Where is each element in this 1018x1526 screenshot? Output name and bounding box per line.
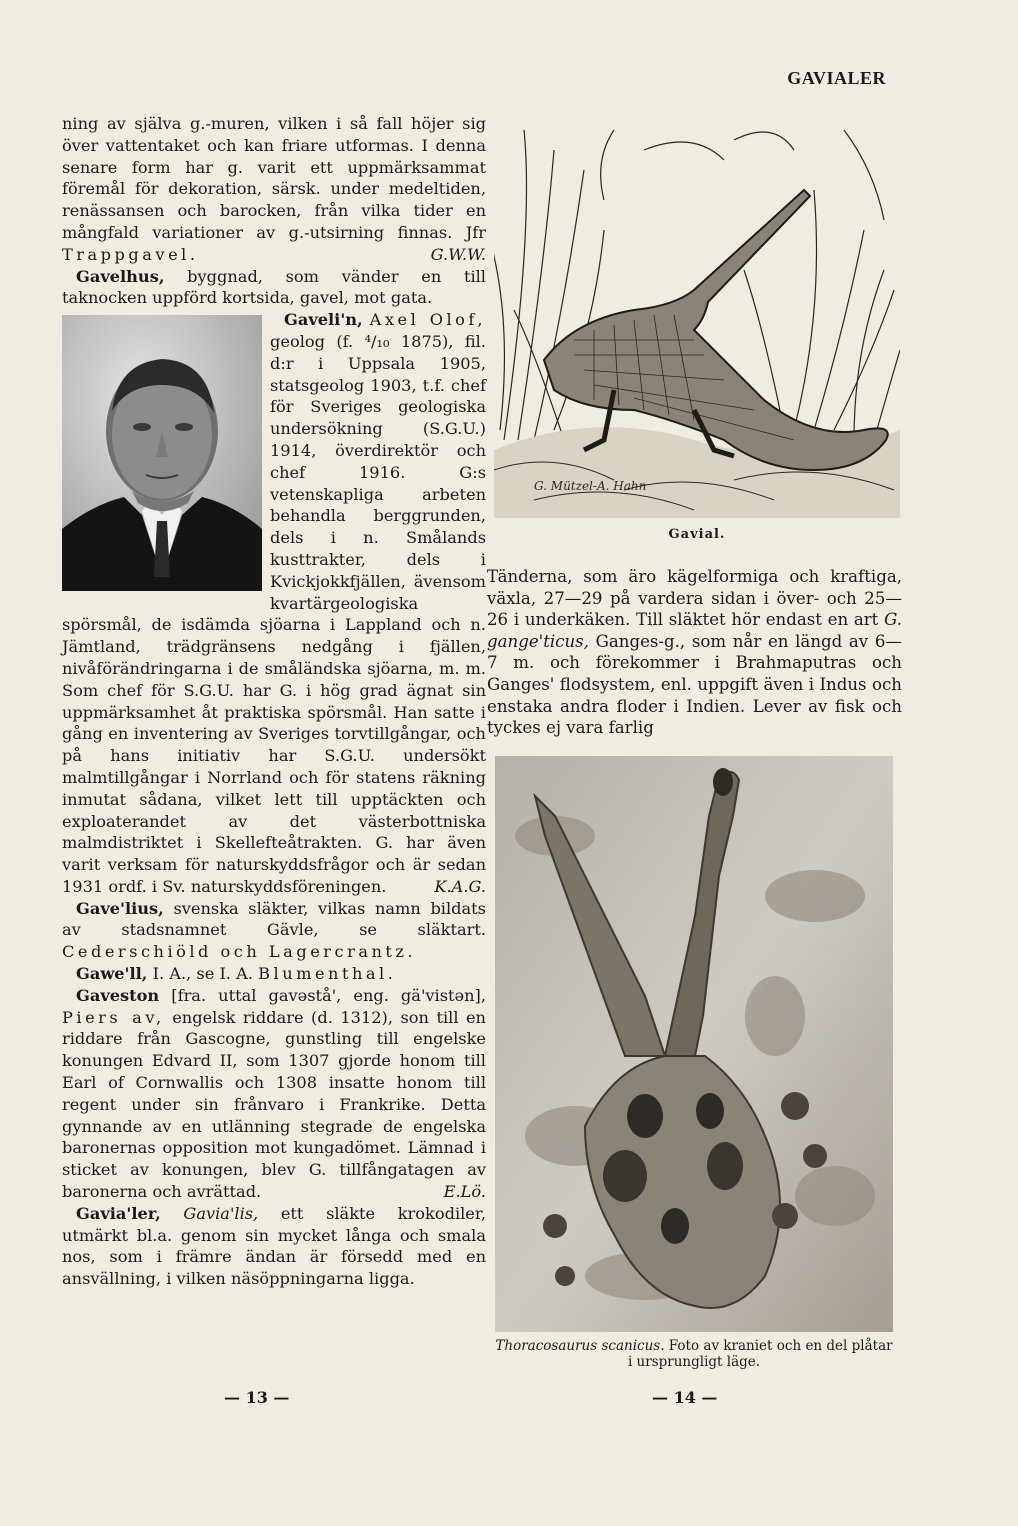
- person-name: Axel Olof,: [369, 310, 486, 330]
- entry-term: Gave'lius,: [76, 898, 164, 918]
- entry-gavelin: [62, 309, 486, 898]
- entry-text: svenska släkter, vilkas namn bildats av stadsnamnet Gävle, se släktart.: [62, 898, 486, 940]
- entry-text: engelsk riddare (d. 1312), son till en riddare från Gascogne, gunstling till engelske konungen Edvard II, som 1307 gjorde honom till Earl of Cornwallis och 1308 insatte honom till regent under sin frånvaro i Frankrike. Detta gynnande av en utlänning stegrade de engelska baronernas opposition mot kungadömet. Lämnad i sticket av konungen, blev G. tillfångatagen av baronerna och avrättad.: [62, 1007, 486, 1202]
- species-name: G. gange'ticus,: [487, 610, 903, 651]
- entry-term: Gaveston: [76, 985, 160, 1005]
- entry-gaveston: [62, 985, 486, 1203]
- entry-gavel-continuation: [62, 113, 486, 266]
- entry-gawell: [62, 963, 486, 985]
- entry-text: Ganges-g., som når en längd av 6—7 m. och förekommer i Brahmaputras och Ganges' flodsystem, enl. uppgift även i Indus och enstaka andra floder i Indien. Lever av fisk och tyckes ej vara farlig: [487, 631, 902, 738]
- cross-reference: Trappgavel.: [62, 244, 199, 264]
- entry-text: Tänderna, som äro kägelformiga och kraftiga, växla, 27—29 på vardera sidan i över- och 25—26 i underkäken. Till släktet hör endast en art: [487, 567, 902, 630]
- artist-signature: G. Mützel-A. Hahn: [534, 479, 647, 493]
- caption-text: Foto av kraniet och en del plåtar i ursprungligt läge.: [627, 1338, 893, 1370]
- entry-term: Gavia'ler,: [76, 1203, 161, 1223]
- entry-text: I. A., se I. A.: [152, 964, 253, 984]
- running-header: GAVIALER: [787, 68, 886, 88]
- page-number-left: — 13 —: [224, 1388, 290, 1407]
- person-name: Piers av,: [62, 1007, 165, 1027]
- entry-gavelhus: [62, 266, 486, 310]
- left-column: [62, 113, 486, 1290]
- author-signature: K.A.G.: [434, 876, 486, 896]
- entry-gavialer: [62, 1203, 486, 1290]
- cross-reference: Blumenthal.: [258, 964, 397, 984]
- entry-term: Gaveli'n,: [284, 310, 363, 330]
- author-signature: G.W.W.: [430, 244, 486, 264]
- entry-term: Gavelhus,: [76, 266, 165, 286]
- entry-text: byggnad, som vänder en till taknocken uppförd kortsida, gavel, mot gata.: [62, 266, 486, 308]
- entry-text: ning av själva g.-muren, vilken i så fall höjer sig över vattentaket och kan friare utformas. I denna senare form har g. varit ett uppmärksammat föremål för dekoration, särsk. under medeltiden, renässansen och barocken, från vilka tider en mångfald variationer av g.-utsirning finnas. Jfr: [62, 114, 486, 242]
- entry-gavialer-continuation: [487, 566, 902, 739]
- right-column: [487, 566, 902, 739]
- entry-term: Gawe'll,: [76, 964, 148, 984]
- portrait-photo: [62, 315, 262, 591]
- pronunciation: [fra. uttal gavəstå', eng. gä'vistən],: [171, 985, 486, 1005]
- entry-text: geolog (f. ⁴/₁₀ 1875), fil. d:r i Uppsala 1905, statsgeolog 1903, t.f. chef för Sveriges geologiska undersökning (S.G.U.) 1914, överdirektör och chef 1916. G:s vetenskapliga arbeten behandla berggrunden, dels i n. Smålands kusttrakter, dels i Kvickjokkfjällen, ävensom kvartärgeologiska spörsmål, de isdämda sjöarna i Lappland och n. Jämtland, trädgränsens nedgång i fjällen, nivåförändringarna i de småländska sjöarna, m. m. Som chef för S.G.U. har G. i hög grad ägnat sin uppmärksamhet åt praktiska spörsmål. Han satte i gång en inventering av Sveriges torvtillgångar, och på hans initiativ har S.G.U. undersökt malmtillgångar i Norrland och för statens räkning inmutat sådana, vilket lett till upptäckten och exploaterandet av det västerbottniska malmdistriktet i Skellefteåtrakten. G. har även varit verksam för naturskyddsfrågor och är sedan 1931 ordf. i Sv. naturskyddsföreningen.: [62, 331, 486, 896]
- latin-name: Gavia'lis,: [183, 1203, 259, 1223]
- gavial-illustration: [494, 110, 900, 518]
- fossil-photo: [495, 756, 893, 1332]
- entry-gavelius: [62, 898, 486, 963]
- fossil-caption: [492, 1338, 896, 1370]
- entry-text: ett släkte krokodiler, utmärkt bl.a. genom sin mycket långa och smala nos, som i främre ändan är försedd med en ansvällning, i vilken näsöppningarna ligga.: [62, 1203, 486, 1289]
- page-number-right: — 14 —: [652, 1388, 718, 1407]
- gavial-caption: Gavial.: [668, 527, 726, 542]
- cross-reference: Cederschiöld och Lagercrantz.: [62, 942, 417, 962]
- caption-latin: Thoracosaurus scanicus.: [495, 1338, 665, 1354]
- author-signature: E.Lö.: [443, 1182, 486, 1202]
